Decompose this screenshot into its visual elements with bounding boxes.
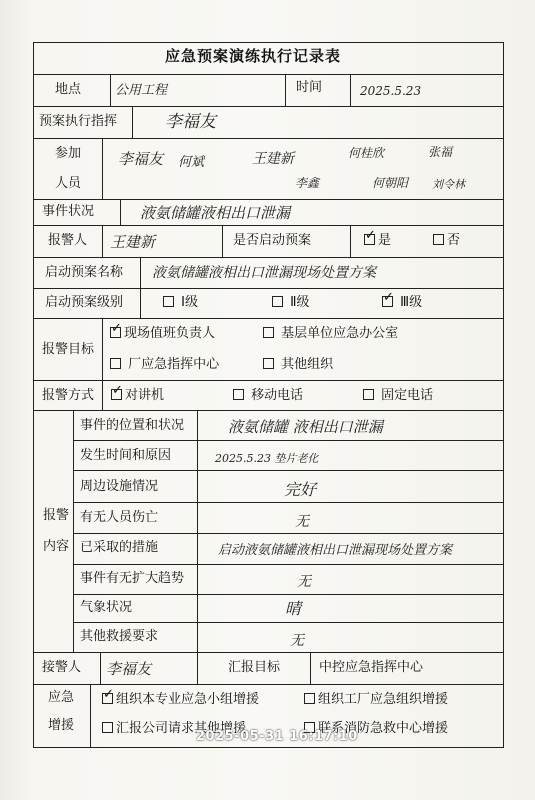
rule bbox=[90, 684, 91, 748]
target-a-option[interactable] bbox=[110, 326, 215, 342]
location-value: 公用工程 bbox=[115, 83, 168, 98]
start-plan-label: 是否启动预案 bbox=[233, 233, 312, 248]
rule bbox=[33, 106, 504, 107]
level-3-option[interactable] bbox=[382, 295, 422, 311]
rule bbox=[350, 74, 351, 106]
option-label: 移动电话 bbox=[251, 388, 304, 403]
reporter-label: 报警人 bbox=[48, 233, 88, 248]
target-b-option[interactable] bbox=[263, 326, 398, 342]
plan-name-label: 启动预案名称 bbox=[45, 265, 124, 280]
rule bbox=[197, 410, 198, 652]
checkbox-icon[interactable] bbox=[433, 234, 444, 245]
option-label: 否 bbox=[447, 233, 461, 248]
plan-level-label: 启动预案级别 bbox=[45, 295, 124, 310]
receiver-label: 接警人 bbox=[42, 660, 82, 675]
start-plan-no[interactable] bbox=[433, 233, 460, 249]
content-label-1: 报警 bbox=[43, 508, 70, 523]
participant: 李福友 bbox=[118, 150, 164, 168]
checkbox-checked-icon[interactable] bbox=[102, 693, 113, 704]
checkbox-icon[interactable] bbox=[110, 358, 121, 369]
rule bbox=[33, 288, 504, 289]
report-target-value: 中控应急指挥中心 bbox=[319, 660, 424, 675]
option-label: 厂应急指挥中心 bbox=[128, 357, 220, 372]
c-trend-label: 事件有无扩大趋势 bbox=[80, 571, 185, 586]
option-label: 组织工厂应急组织增援 bbox=[318, 692, 449, 707]
timestamp-watermark: 2025-05-31 16:17:10 bbox=[196, 729, 358, 744]
event-status-label: 事件状况 bbox=[42, 204, 95, 219]
c-injury-value: 无 bbox=[295, 514, 309, 530]
checkbox-checked-icon[interactable] bbox=[111, 389, 122, 400]
rule bbox=[140, 257, 141, 318]
option-label: 基层单位应急办公室 bbox=[281, 326, 399, 341]
alarm-method-label: 报警方式 bbox=[42, 388, 95, 403]
time-value: 2025.5.23 bbox=[360, 84, 422, 98]
option-label: Ⅲ级 bbox=[400, 295, 423, 310]
rule bbox=[73, 594, 504, 595]
rule bbox=[33, 74, 504, 75]
checkbox-icon[interactable] bbox=[263, 358, 274, 369]
rule bbox=[33, 652, 504, 653]
option-label: 是 bbox=[378, 233, 392, 248]
c-location-label: 事件的位置和状况 bbox=[80, 418, 185, 433]
option-label: 联系消防急救中心增援 bbox=[318, 721, 449, 736]
option-label: 其他组织 bbox=[281, 357, 334, 372]
option-label: 汇报公司请求其他增援 bbox=[116, 721, 247, 736]
rule bbox=[33, 380, 504, 381]
em-b-option[interactable] bbox=[304, 692, 448, 708]
option-label: Ⅱ级 bbox=[290, 295, 310, 310]
rule bbox=[73, 622, 504, 623]
c-measures-value: 启动液氨储罐液相出口泄漏现场处置方案 bbox=[218, 543, 453, 558]
rule bbox=[102, 138, 103, 199]
c-weather-label: 气象状况 bbox=[80, 600, 133, 615]
emergency-label-2: 增援 bbox=[48, 718, 75, 733]
c-other-value: 无 bbox=[290, 633, 304, 649]
c-time-label: 发生时间和原因 bbox=[80, 448, 172, 463]
event-status-value: 液氨储罐液相出口泄漏 bbox=[140, 204, 291, 222]
c-location-value: 液氨储罐 液相出口泄漏 bbox=[228, 418, 383, 436]
c-facilities-label: 周边设施情况 bbox=[80, 479, 159, 494]
rule bbox=[73, 564, 504, 565]
rule bbox=[350, 225, 351, 257]
option-label: Ⅰ级 bbox=[181, 295, 198, 310]
participant: 李鑫 bbox=[295, 176, 320, 190]
method-c-option[interactable] bbox=[363, 388, 433, 404]
reporter-value: 王建新 bbox=[110, 233, 156, 251]
receiver-value: 李福友 bbox=[106, 660, 152, 678]
location-label: 地点 bbox=[55, 82, 82, 97]
checkbox-icon[interactable] bbox=[233, 389, 244, 400]
alarm-target-label: 报警目标 bbox=[42, 342, 95, 357]
level-1-option[interactable] bbox=[163, 295, 198, 311]
rule bbox=[33, 138, 504, 139]
c-time-value: 2025.5.23 垫片老化 bbox=[215, 452, 319, 465]
rule bbox=[285, 74, 286, 106]
checkbox-checked-icon[interactable] bbox=[382, 296, 393, 307]
rule bbox=[132, 106, 133, 138]
rule bbox=[110, 74, 111, 106]
start-plan-yes[interactable] bbox=[364, 233, 391, 249]
rule bbox=[33, 410, 504, 411]
participant: 张福 bbox=[428, 145, 453, 159]
option-label: 对讲机 bbox=[125, 388, 165, 403]
participant: 何朝阳 bbox=[372, 176, 409, 190]
checkbox-icon[interactable] bbox=[272, 296, 283, 307]
checkbox-icon[interactable] bbox=[102, 722, 113, 733]
participants-label-1: 参加 bbox=[55, 146, 82, 161]
rule bbox=[33, 199, 504, 200]
rule bbox=[33, 318, 504, 319]
report-target-label: 汇报目标 bbox=[228, 660, 281, 675]
target-d-option[interactable] bbox=[263, 357, 333, 373]
rule bbox=[73, 440, 504, 441]
target-c-option[interactable] bbox=[110, 357, 219, 373]
participant: 何斌 bbox=[178, 155, 205, 170]
option-label: 固定电话 bbox=[381, 388, 434, 403]
participants-label-2: 人员 bbox=[55, 176, 82, 191]
commander-label: 预案执行指挥 bbox=[39, 114, 118, 129]
rule bbox=[73, 502, 504, 503]
em-a-option[interactable] bbox=[102, 692, 259, 708]
checkbox-icon[interactable] bbox=[304, 693, 315, 704]
c-facilities-value: 完好 bbox=[284, 480, 317, 499]
c-trend-value: 无 bbox=[297, 574, 311, 590]
c-measures-label: 已采取的措施 bbox=[80, 540, 159, 555]
rule bbox=[73, 410, 74, 652]
checkbox-checked-icon[interactable] bbox=[364, 234, 375, 245]
participant: 何桂欣 bbox=[348, 146, 385, 160]
rule bbox=[73, 470, 504, 471]
c-injury-label: 有无人员伤亡 bbox=[80, 510, 159, 525]
checkbox-icon[interactable] bbox=[263, 327, 274, 338]
rule bbox=[33, 684, 504, 685]
checkbox-icon[interactable] bbox=[163, 296, 174, 307]
method-a-option[interactable] bbox=[111, 388, 164, 404]
commander-value: 李福友 bbox=[165, 112, 216, 132]
rule bbox=[73, 533, 504, 534]
time-label: 时间 bbox=[296, 80, 323, 95]
rule bbox=[102, 225, 103, 257]
rule bbox=[100, 652, 101, 684]
rule bbox=[102, 318, 103, 410]
rule bbox=[120, 199, 121, 225]
rule bbox=[222, 225, 223, 257]
emergency-label-1: 应急 bbox=[48, 690, 75, 705]
document-title: 应急预案演练执行记录表 bbox=[165, 47, 342, 65]
rule bbox=[310, 652, 311, 684]
participant: 刘令林 bbox=[432, 178, 465, 191]
option-label: 组织本专业应急小组增援 bbox=[116, 692, 260, 707]
rule bbox=[197, 652, 198, 684]
content-label-2: 内容 bbox=[43, 539, 70, 554]
c-other-label: 其他救援要求 bbox=[80, 629, 159, 644]
method-b-option[interactable] bbox=[233, 388, 303, 404]
checkbox-checked-icon[interactable] bbox=[110, 327, 121, 338]
checkbox-icon[interactable] bbox=[363, 389, 374, 400]
option-label: 现场值班负责人 bbox=[124, 326, 216, 341]
plan-name-value: 液氨储罐液相出口泄漏现场处置方案 bbox=[152, 265, 376, 281]
c-weather-value: 晴 bbox=[285, 599, 302, 618]
rule bbox=[33, 225, 504, 226]
rule bbox=[33, 257, 504, 258]
participant: 王建新 bbox=[252, 151, 294, 167]
level-2-option[interactable] bbox=[272, 295, 310, 311]
